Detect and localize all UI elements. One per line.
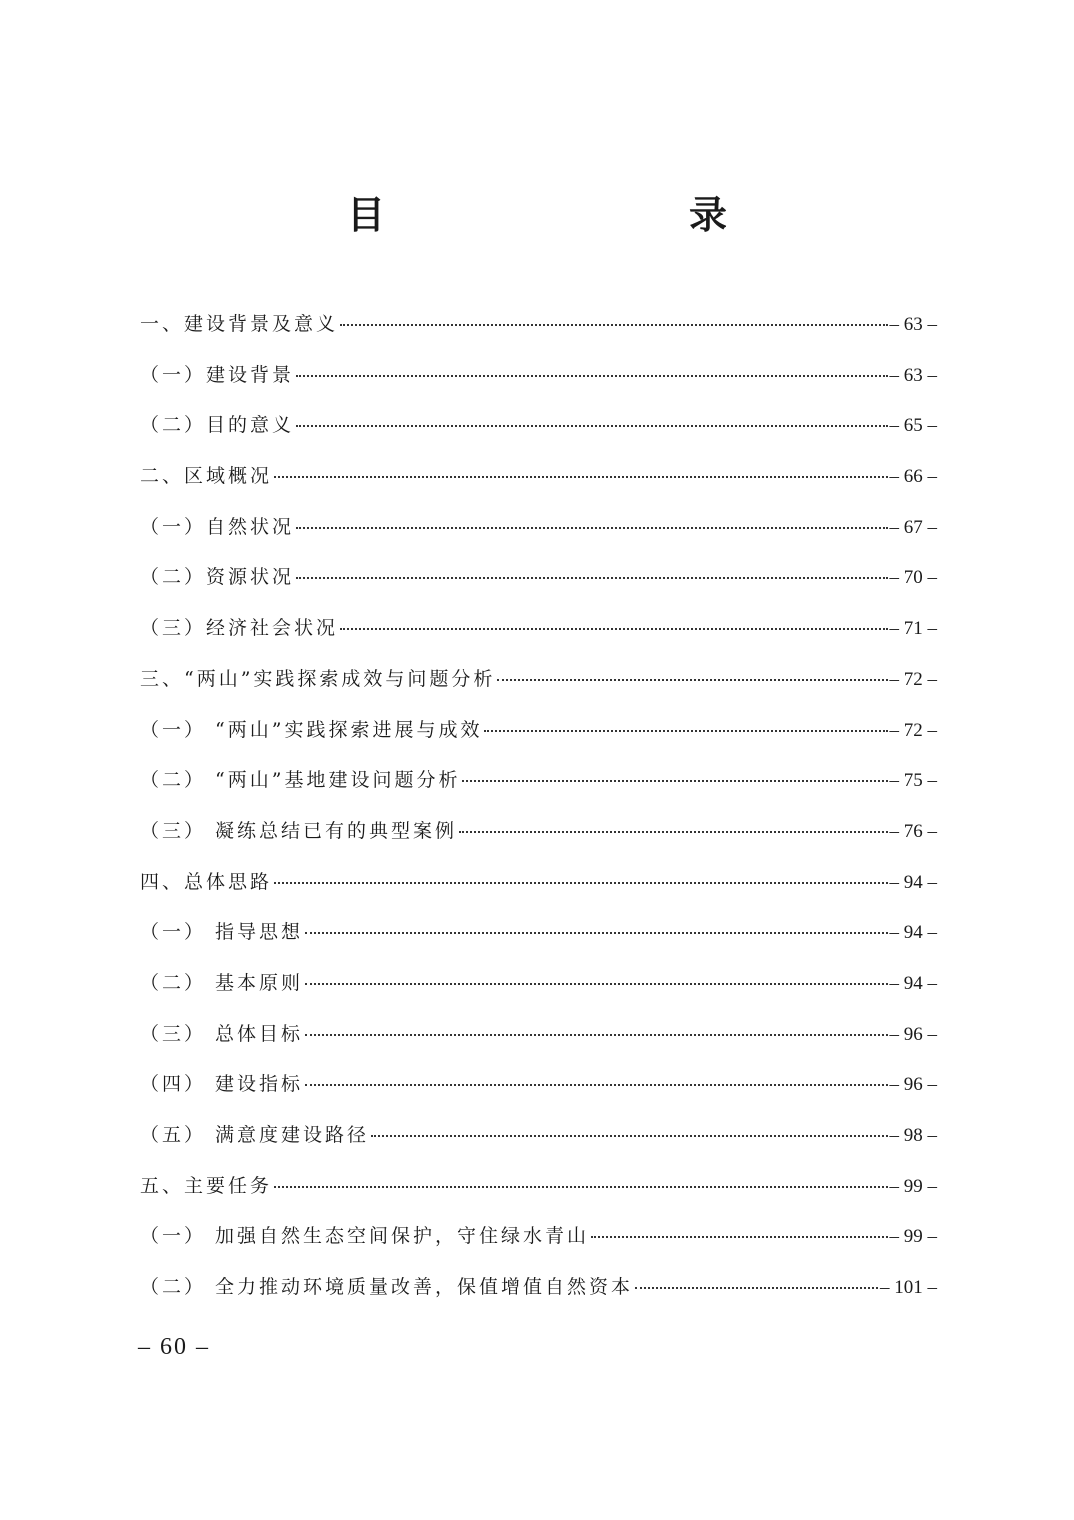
toc-entry-title: （三）经济社会状况: [140, 617, 339, 640]
toc-entry-page: – 99 –: [889, 1226, 937, 1248]
toc-dot-leader: [296, 553, 887, 579]
toc-dot-leader: [305, 1060, 887, 1086]
toc-entry[interactable]: [140, 405, 937, 456]
toc-entry[interactable]: [140, 1166, 937, 1217]
toc-entry[interactable]: [140, 304, 937, 355]
toc-entry[interactable]: [140, 1014, 937, 1065]
toc-dot-leader: [296, 401, 887, 427]
toc-entry-page: – 101 –: [880, 1277, 937, 1299]
toc-entry-title: （三） 总体目标: [140, 1022, 304, 1045]
toc-entry-page: – 94 –: [889, 871, 937, 893]
toc-entry[interactable]: [140, 811, 937, 862]
toc-entry[interactable]: [140, 963, 937, 1014]
toc-entry[interactable]: [140, 557, 937, 608]
page-number: – 60 –: [138, 1334, 210, 1360]
toc-entry-title: 二、区域概况: [140, 465, 273, 488]
toc-dot-leader: [274, 858, 887, 884]
toc-dot-leader: [340, 604, 887, 630]
toc-dot-leader: [459, 807, 887, 833]
toc-entry-page: – 66 –: [889, 466, 937, 488]
toc-entry-title: （一） “两山”实践探索进展与成效: [140, 718, 483, 741]
toc-entry-page: – 63 –: [889, 364, 937, 386]
toc-entry-page: – 94 –: [889, 972, 937, 994]
toc-entry-title: （一）自然状况: [140, 515, 295, 538]
toc-entry[interactable]: [140, 456, 937, 507]
toc-entry-title: （二）目的意义: [140, 414, 295, 437]
toc-entry-title: 四、总体思路: [140, 870, 273, 893]
toc-dot-leader: [484, 706, 887, 732]
toc-entry-title: （二） 基本原则: [140, 971, 304, 994]
toc-dot-leader: [371, 1111, 887, 1137]
toc-dot-leader: [296, 351, 887, 377]
toc-entry-page: – 72 –: [889, 719, 937, 741]
toc-entry[interactable]: [140, 1216, 937, 1267]
toc-entry-title: （一）建设背景: [140, 363, 295, 386]
toc-entry-title: （二） “两山”基地建设问题分析: [140, 769, 461, 792]
toc-dot-leader: [340, 300, 887, 326]
toc-dot-leader: [462, 756, 887, 782]
toc-entry-title: （四） 建设指标: [140, 1073, 304, 1096]
toc-entry[interactable]: [140, 1064, 937, 1115]
toc-entry-page: – 63 –: [889, 314, 937, 335]
toc-entry-title: （二） 全力推动环境质量改善，保值增值自然资本: [140, 1276, 634, 1299]
toc-entry-title: （二）资源状况: [140, 566, 295, 589]
toc-entry-page: – 67 –: [889, 516, 937, 538]
toc-entry[interactable]: [140, 1267, 937, 1318]
toc-entry-page: – 70 –: [889, 567, 937, 589]
toc-entry[interactable]: [140, 355, 937, 406]
toc-entry[interactable]: [140, 862, 937, 913]
toc-dot-leader: [274, 452, 887, 478]
toc-entry-page: – 98 –: [889, 1125, 937, 1146]
toc-entry-page: – 65 –: [889, 415, 937, 437]
toc-entry[interactable]: [140, 507, 937, 558]
toc-entry-page: – 96 –: [889, 1023, 937, 1045]
toc-entry-page: – 76 –: [889, 820, 937, 842]
toc-entry-title: （五） 满意度建设路径: [140, 1124, 370, 1146]
toc-dot-leader: [305, 959, 887, 985]
toc-entry-title: （一） 指导思想: [140, 921, 304, 944]
toc-dot-leader: [274, 1162, 887, 1188]
toc-entry-page: – 72 –: [889, 668, 937, 690]
toc-entry[interactable]: [140, 760, 937, 811]
toc-entry-page: – 94 –: [889, 922, 937, 944]
toc-entry[interactable]: [140, 912, 937, 963]
toc-entry[interactable]: [140, 710, 937, 761]
toc-entry[interactable]: [140, 608, 937, 659]
table-of-contents: [140, 304, 937, 1318]
toc-dot-leader: [591, 1212, 887, 1238]
toc-entry-title: 五、主要任务: [140, 1174, 273, 1197]
page-title: 目 录: [346, 193, 803, 237]
toc-entry[interactable]: [140, 1115, 937, 1166]
toc-entry-title: 三、“两山”实践探索成效与问题分析: [140, 667, 496, 690]
toc-entry[interactable]: [140, 659, 937, 710]
toc-entry-page: – 71 –: [889, 618, 937, 640]
toc-dot-leader: [296, 503, 887, 529]
toc-entry-title: （三） 凝练总结已有的典型案例: [140, 819, 458, 842]
toc-dot-leader: [497, 655, 887, 681]
toc-dot-leader: [305, 1010, 887, 1036]
toc-entry-title: 一、建设背景及意义: [140, 313, 339, 335]
toc-dot-leader: [635, 1263, 878, 1289]
toc-entry-title: （一） 加强自然生态空间保护，守住绿水青山: [140, 1225, 590, 1248]
toc-entry-page: – 75 –: [889, 770, 937, 792]
toc-entry-page: – 99 –: [889, 1175, 937, 1197]
toc-entry-page: – 96 –: [889, 1074, 937, 1096]
toc-dot-leader: [305, 908, 887, 934]
